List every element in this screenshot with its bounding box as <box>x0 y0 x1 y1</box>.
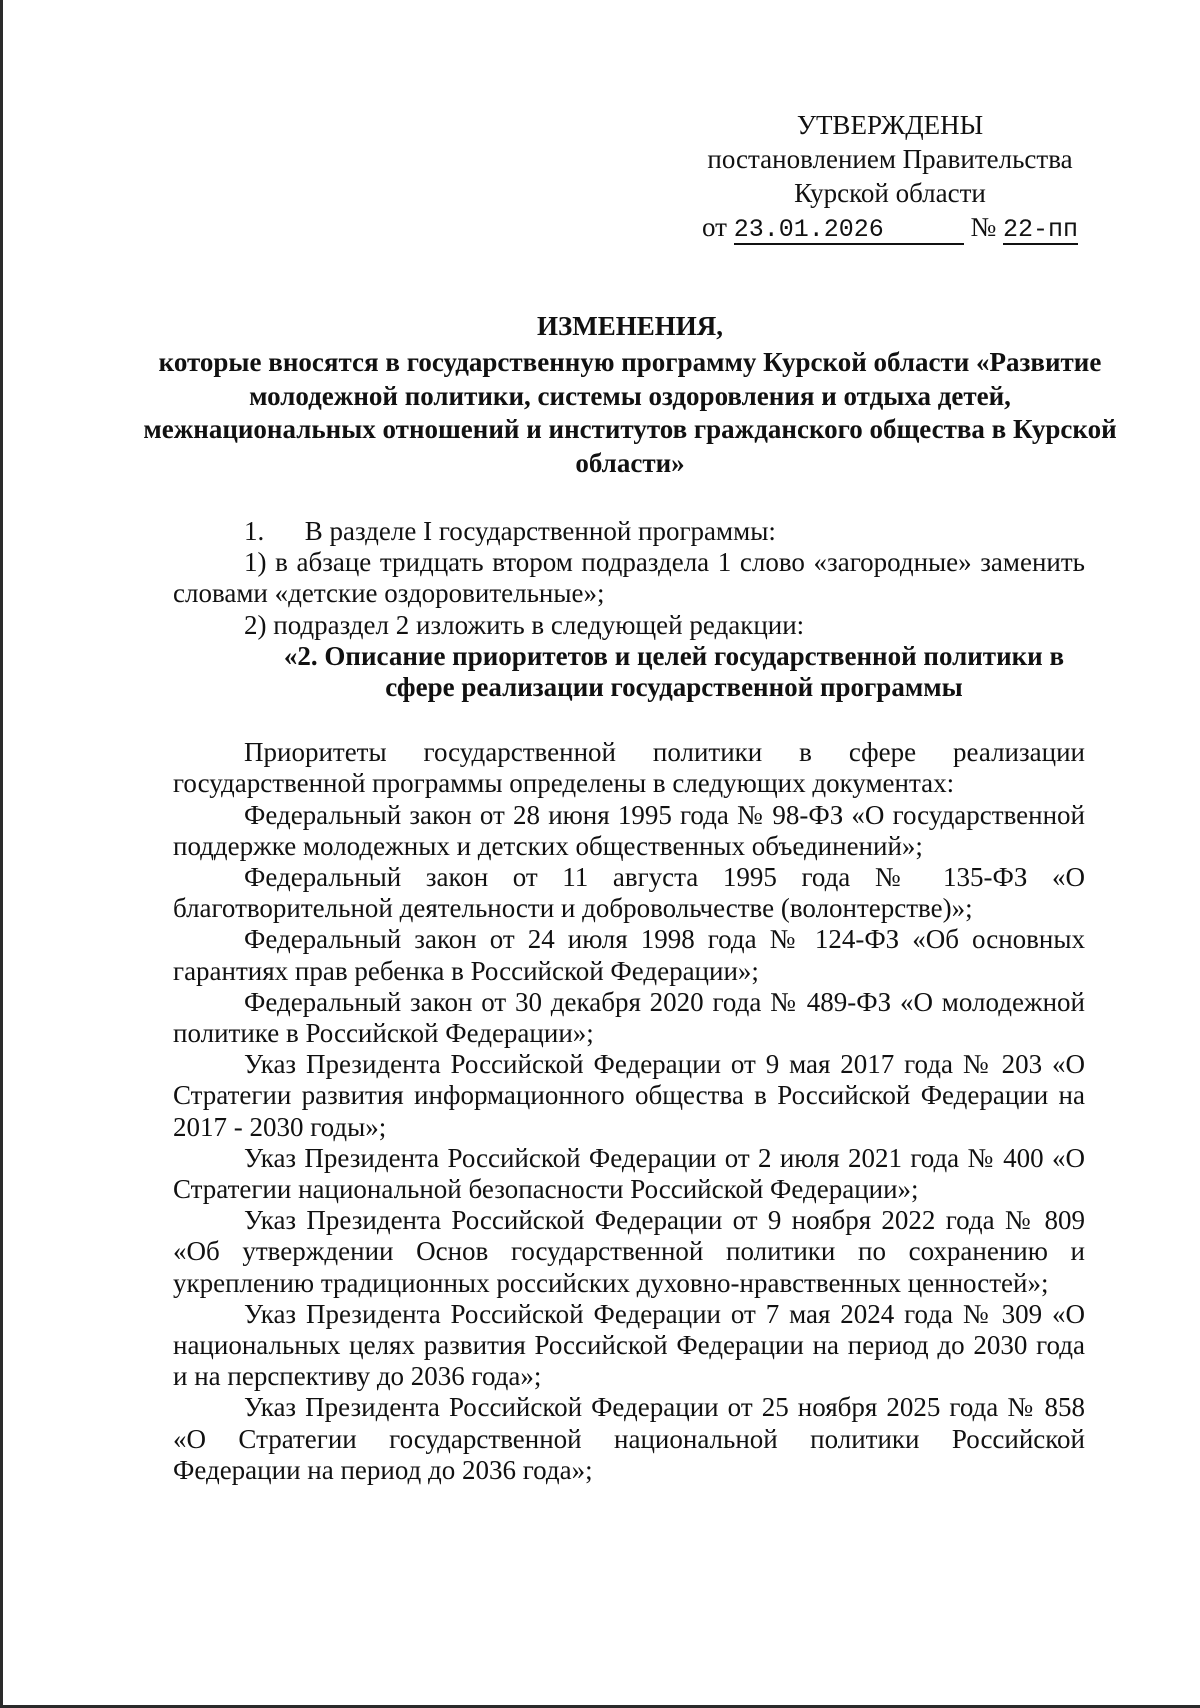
approval-date-field <box>734 214 964 245</box>
scan-edge-left <box>0 0 3 1708</box>
approval-date-number-line <box>690 210 1090 245</box>
number-prefix: № <box>970 212 997 242</box>
item-1: 1. В разделе I государственной программы: <box>244 516 776 546</box>
approved-region: Курской области <box>794 178 986 208</box>
document-subtitle: которые вносятся в государственную программу Курской области «Развитие молодежной политики, системы оздоровления и отдыха детей, межнациональных отношений и институтов гражданского общества в Курской области» <box>143 347 1117 478</box>
doc-item: Федеральный закон от 28 июня 1995 года № 98-ФЗ «О государственной поддержке молодежных и детских общественных объединений»; <box>173 799 1085 861</box>
priorities-intro: Приоритеты государственной политики в сфере реализации государственной программы определены в следующих документах: <box>173 737 1085 799</box>
doc-item: Указ Президента Российской Федерации от 2 июля 2021 года № 400 «О Стратегии национальной безопасности Российской Федерации»; <box>173 1142 1085 1205</box>
approval-number-field <box>1003 214 1078 245</box>
doc-item: Федеральный закон от 30 декабря 2020 года № 489-ФЗ «О молодежной политике в Российской Федерации»; <box>173 986 1085 1049</box>
paragraph-2: 2) подраздел 2 изложить в следующей редакции: <box>244 609 805 640</box>
doc-item: Указ Президента Российской Федерации от 25 ноября 2025 года № 858 «О Стратегии государственной национальной политики Российской Федерации на период до 2036 года»; <box>173 1392 1085 1485</box>
approval-number: 22-пп <box>1002 215 1078 244</box>
doc-item: Указ Президента Российской Федерации от 9 мая 2017 года № 203 «О Стратегии развития информационного общества в Российской Федерации на 2017 - 2030 годы»; <box>173 1049 1085 1142</box>
approval-stamp-block <box>690 108 1090 245</box>
paragraph-1: 1) в абзаце тридцать втором подраздела 1 слово «загородные» заменить словами «детские оздоровительные»; <box>173 547 1085 609</box>
approved-by-line: постановлением Правительства <box>707 144 1073 174</box>
doc-item: Указ Президента Российской Федерации от 7 мая 2024 года № 309 «О национальных целях развития Российской Федерации на период до 2030 года и на перспективу до 2036 года»; <box>173 1298 1085 1392</box>
approval-date: 23.01.2026 <box>733 215 884 244</box>
document-title: ИЗМЕНЕНИЯ, <box>536 311 723 341</box>
document-body <box>173 516 1085 1486</box>
doc-item: Указ Президента Российской Федерации от 9 ноября 2022 года № 809 «Об утверждении Основ государственной политики по сохранению и укреплению традиционных российских духовно-нравственных ценностей»; <box>173 1205 1085 1298</box>
approved-label: УТВЕРЖДЕНЫ <box>796 110 984 140</box>
doc-item: Федеральный закон от 24 июля 1998 года № 124-ФЗ «Об основных гарантиях прав ребенка в Российской Федерации»; <box>173 924 1085 986</box>
doc-item: Федеральный закон от 11 августа 1995 года № 135-ФЗ «О благотворительной деятельности и добровольчестве (волонтерстве)»; <box>173 862 1085 924</box>
from-prefix: от <box>702 212 727 242</box>
spacer <box>173 703 1085 737</box>
section-heading: «2. Описание приоритетов и целей государственной политики в сфере реализации государственной программы <box>283 640 1065 703</box>
